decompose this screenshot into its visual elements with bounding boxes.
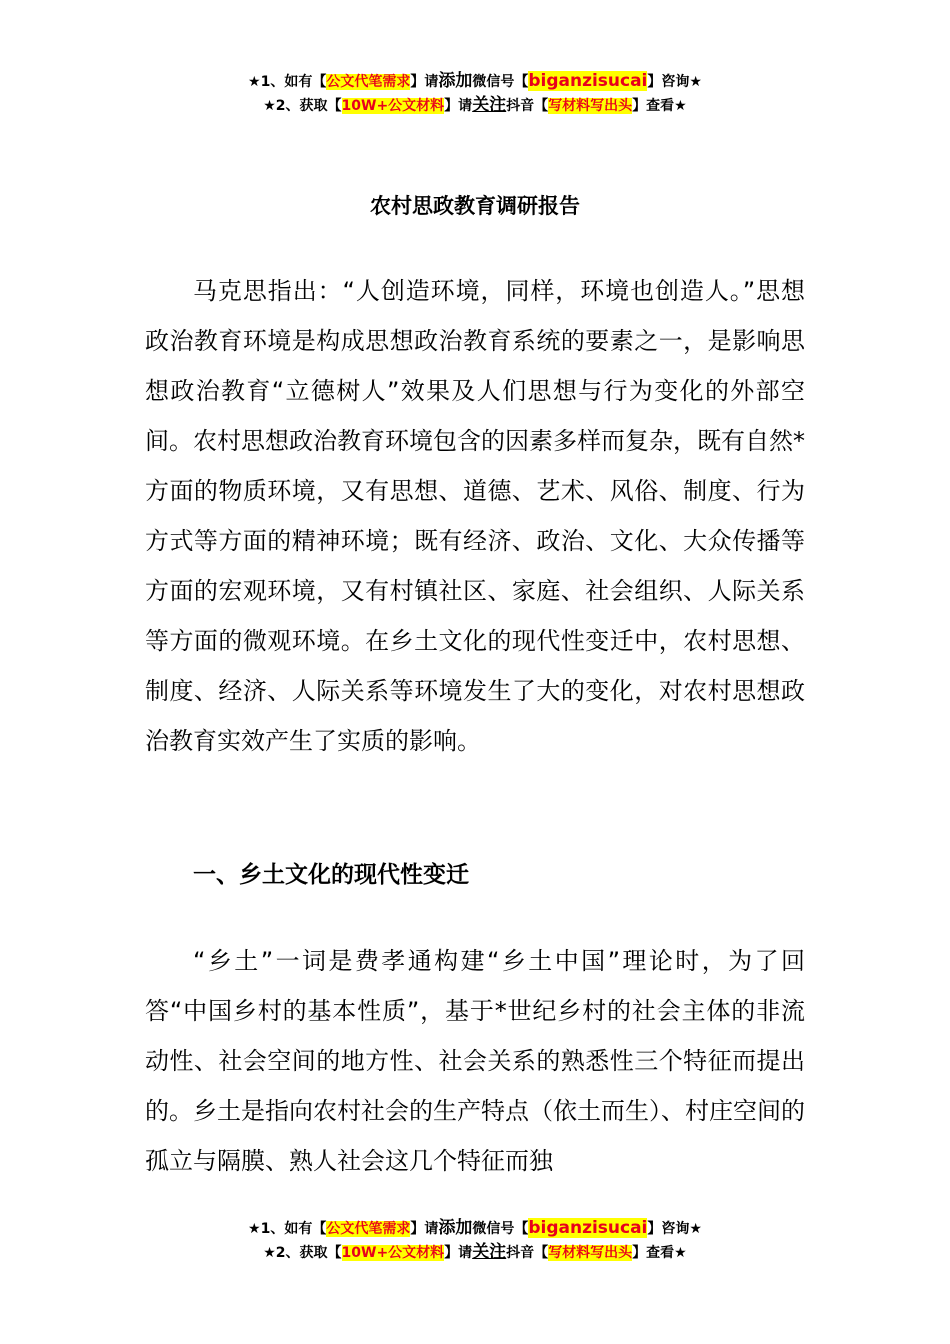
banner-text: ★2、获取【 [263, 98, 342, 114]
body-paragraph-2: “乡土”一词是费孝通构建“乡土中国”理论时，为了回答“中国乡村的基本性质”，基于*世纪乡村的社会主体的非流动性、社会空间的地方性、社会关系的熟悉性三个特征而提出的。乡土是指向农村社会的生产特点（依土而生）、村庄空间的孤立与隔膜、熟人社会这几个特征而独 [145, 947, 805, 1175]
document-title: 农村思政教育调研报告 [370, 194, 580, 218]
banner-text: 】请 [444, 1245, 473, 1261]
banner-text: 】咨询★ [647, 1221, 702, 1237]
banner-text: 】咨询★ [647, 74, 702, 90]
banner-emphasis: 添加 [438, 71, 473, 91]
banner-emphasis: 添加 [438, 1218, 473, 1238]
body-paragraph-1: 马克思指出：“人创造环境，同样，环境也创造人。”思想政治教育环境是构成思想政治教育系统的要素之一，是影响思想政治教育“立德树人”效果及人们思想与行为变化的外部空间。农村思想政治教育环境包含的因素多样而复杂，既有自然*方面的物质环境，又有思想、道德、艺术、风俗、制度、行为方式等方面的精神环境；既有经济、政治、文化、大众传播等方面的宏观环境，又有村镇社区、家庭、社会组织、人际关系等方面的微观环境。在乡土文化的现代性变迁中，农村思想、制度、经济、人际关系等环境发生了大的变化，对农村思想政治教育实效产生了实质的影响。 [145, 277, 805, 755]
wechat-id-highlight: biganzisucai [528, 71, 648, 91]
banner-emphasis: 关注 [472, 1242, 507, 1262]
banner-text: 微信号【 [472, 1221, 529, 1237]
banner-text: 】请 [444, 98, 473, 114]
footer-banner [0, 1217, 950, 1265]
banner-line-2 [0, 94, 950, 118]
banner-text: ★1、如有【 [248, 1221, 327, 1237]
banner-emphasis: 关注 [472, 95, 507, 115]
banner-text: 】查看★ [632, 98, 687, 114]
banner-text: ★2、获取【 [263, 1245, 342, 1261]
banner-text: ★1、如有【 [248, 74, 327, 90]
section-heading-1: 一、乡土文化的现代性变迁 [193, 862, 469, 888]
banner-text: 】请 [410, 74, 439, 90]
banner-highlight: 公文代笔需求 [326, 74, 411, 90]
banner-line-1 [0, 70, 950, 94]
banner-line-1 [0, 1217, 950, 1241]
banner-text: 微信号【 [472, 74, 529, 90]
banner-highlight: 10W+公文材料 [341, 98, 445, 114]
header-banner [0, 70, 950, 118]
banner-text: 抖音【 [506, 1245, 549, 1261]
douyin-id-highlight: 写材料写出头 [548, 98, 633, 114]
banner-text: 】查看★ [632, 1245, 687, 1261]
banner-text: 】请 [410, 1221, 439, 1237]
douyin-id-highlight: 写材料写出头 [548, 1245, 633, 1261]
banner-line-2 [0, 1241, 950, 1265]
wechat-id-highlight: biganzisucai [528, 1218, 648, 1238]
banner-text: 抖音【 [506, 98, 549, 114]
banner-highlight: 公文代笔需求 [326, 1221, 411, 1237]
banner-highlight: 10W+公文材料 [341, 1245, 445, 1261]
